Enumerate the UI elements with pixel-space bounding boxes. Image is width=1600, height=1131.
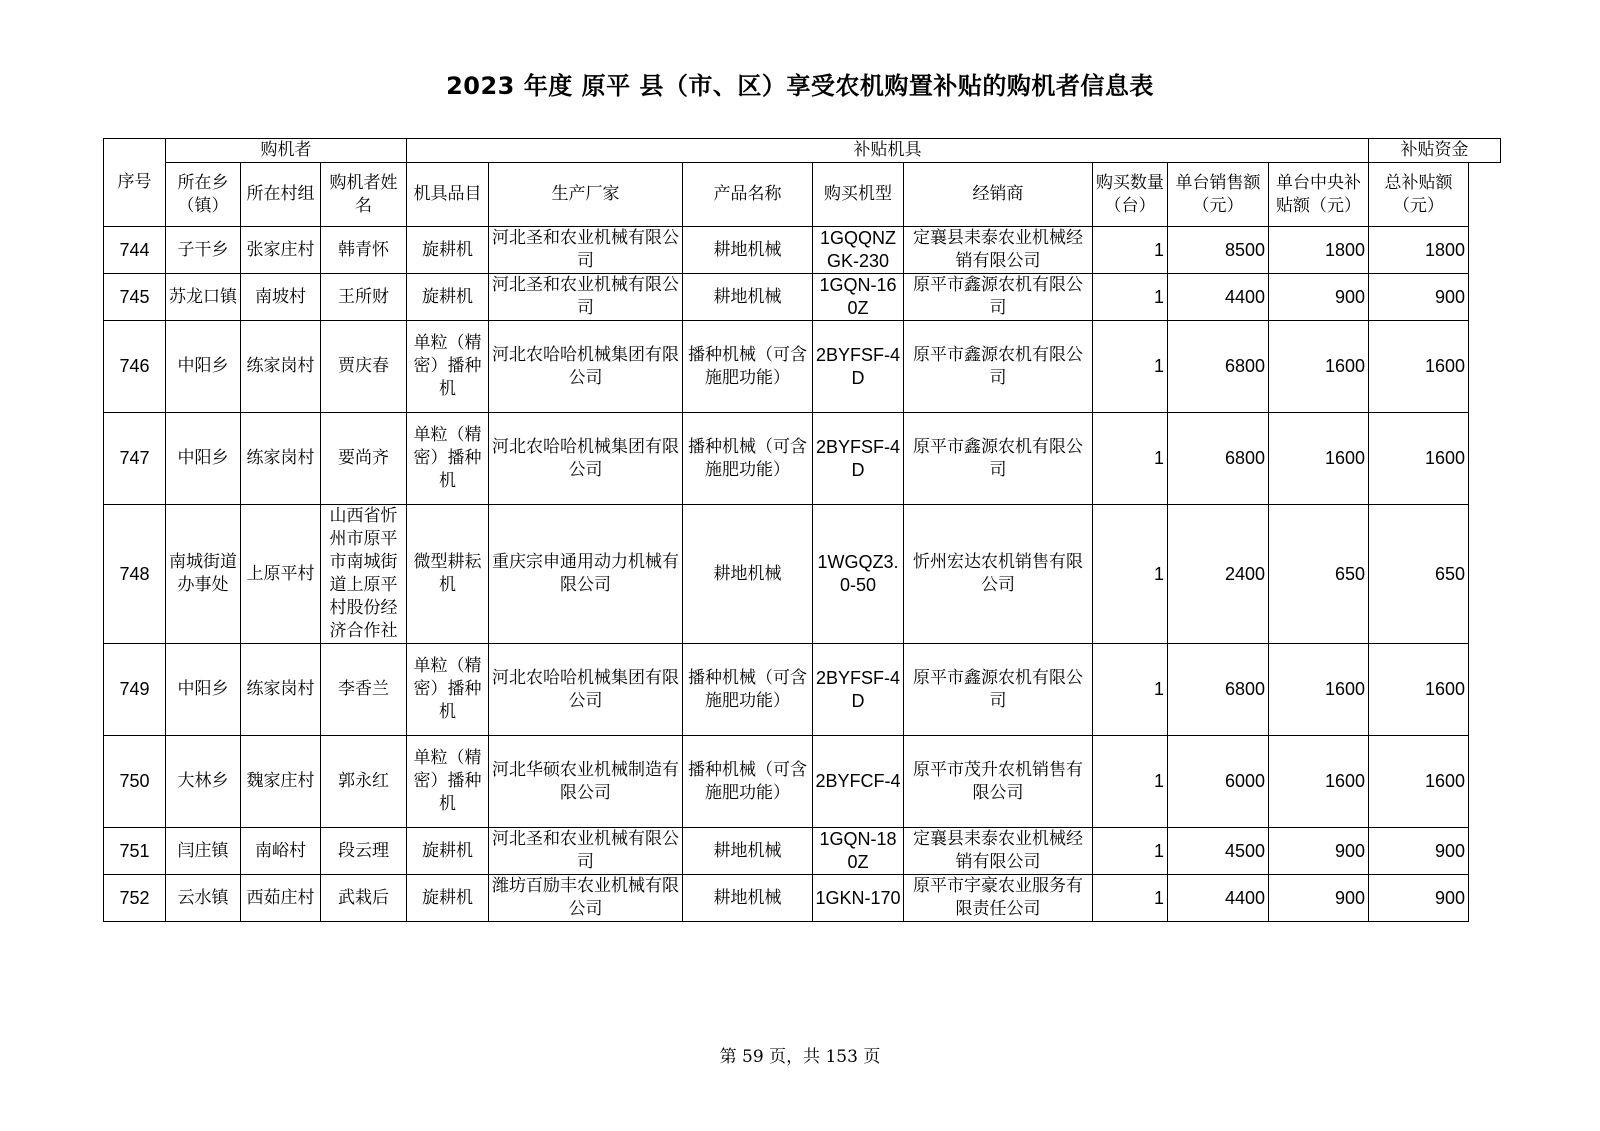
cell-product: 播种机械（可含施肥功能） [683, 321, 813, 413]
cell-price: 8500 [1168, 227, 1269, 274]
header-town: 所在乡（镇） [166, 163, 241, 227]
cell-village: 南坡村 [241, 274, 321, 321]
cell-dealer: 原平市鑫源农机有限公司 [904, 644, 1093, 736]
cell-central-subsidy: 650 [1269, 505, 1369, 644]
cell-total-subsidy: 1600 [1369, 413, 1469, 505]
cell-product: 耕地机械 [683, 828, 813, 875]
cell-seq: 749 [104, 644, 166, 736]
cell-name: 山西省忻州市原平市南城街道上原平村股份经济合作社 [321, 505, 407, 644]
header-category: 机具品目 [407, 163, 489, 227]
cell-qty: 1 [1093, 227, 1168, 274]
cell-total-subsidy: 900 [1369, 828, 1469, 875]
cell-central-subsidy: 1600 [1269, 644, 1369, 736]
cell-total-subsidy: 1600 [1369, 736, 1469, 828]
cell-qty: 1 [1093, 413, 1168, 505]
cell-qty: 1 [1093, 505, 1168, 644]
cell-model: 2BYFSF-4D [813, 644, 904, 736]
cell-category: 单粒（精密）播种机 [407, 736, 489, 828]
cell-product: 耕地机械 [683, 505, 813, 644]
table-row [104, 274, 1501, 321]
cell-category: 单粒（精密）播种机 [407, 321, 489, 413]
cell-price: 6000 [1168, 736, 1269, 828]
cell-category: 单粒（精密）播种机 [407, 644, 489, 736]
cell-town: 云水镇 [166, 875, 241, 922]
cell-qty: 1 [1093, 875, 1168, 922]
cell-name: 李香兰 [321, 644, 407, 736]
cell-category: 旋耕机 [407, 274, 489, 321]
cell-dealer: 原平市宇豪农业服务有限责任公司 [904, 875, 1093, 922]
table-row [104, 413, 1501, 505]
cell-category: 微型耕耘机 [407, 505, 489, 644]
table-row [104, 644, 1501, 736]
header-dealer: 经销商 [904, 163, 1093, 227]
header-seq: 序号 [104, 139, 166, 227]
cell-village: 西茹庄村 [241, 875, 321, 922]
cell-central-subsidy: 900 [1269, 828, 1369, 875]
cell-model: 1GQN-160Z [813, 274, 904, 321]
cell-village: 练家岗村 [241, 644, 321, 736]
table-row [104, 227, 1501, 274]
cell-dealer: 定襄县耒泰农业机械经销有限公司 [904, 227, 1093, 274]
cell-product: 耕地机械 [683, 227, 813, 274]
cell-manufacturer: 河北圣和农业机械有限公司 [489, 828, 683, 875]
cell-name: 韩青怀 [321, 227, 407, 274]
cell-central-subsidy: 1800 [1269, 227, 1369, 274]
cell-village: 上原平村 [241, 505, 321, 644]
cell-model: 1GKN-170 [813, 875, 904, 922]
cell-total-subsidy: 900 [1369, 274, 1469, 321]
cell-central-subsidy: 900 [1269, 274, 1369, 321]
cell-manufacturer: 潍坊百励丰农业机械有限公司 [489, 875, 683, 922]
cell-dealer: 原平市鑫源农机有限公司 [904, 321, 1093, 413]
cell-product: 播种机械（可含施肥功能） [683, 644, 813, 736]
cell-village: 南峪村 [241, 828, 321, 875]
cell-town: 中阳乡 [166, 321, 241, 413]
cell-total-subsidy: 650 [1369, 505, 1469, 644]
cell-name: 要尚齐 [321, 413, 407, 505]
cell-seq: 752 [104, 875, 166, 922]
cell-qty: 1 [1093, 274, 1168, 321]
cell-name: 段云理 [321, 828, 407, 875]
cell-product: 耕地机械 [683, 875, 813, 922]
cell-product: 播种机械（可含施肥功能） [683, 413, 813, 505]
cell-model: 2BYFSF-4D [813, 413, 904, 505]
header-price: 单台销售额（元） [1168, 163, 1269, 227]
cell-village: 练家岗村 [241, 321, 321, 413]
cell-manufacturer: 河北华硕农业机械制造有限公司 [489, 736, 683, 828]
cell-qty: 1 [1093, 828, 1168, 875]
cell-dealer: 忻州宏达农机销售有限公司 [904, 505, 1093, 644]
cell-town: 中阳乡 [166, 413, 241, 505]
header-village: 所在村组 [241, 163, 321, 227]
cell-seq: 750 [104, 736, 166, 828]
cell-model: 1WGQZ3.0-50 [813, 505, 904, 644]
cell-town: 子干乡 [166, 227, 241, 274]
cell-manufacturer: 河北圣和农业机械有限公司 [489, 274, 683, 321]
cell-manufacturer: 河北农哈哈机械集团有限公司 [489, 321, 683, 413]
page-title: 2023 年度 原平 县（市、区）享受农机购置补贴的购机者信息表 [446, 72, 1154, 100]
cell-total-subsidy: 1600 [1369, 321, 1469, 413]
cell-name: 贾庆春 [321, 321, 407, 413]
cell-central-subsidy: 1600 [1269, 413, 1369, 505]
subsidy-info-table [103, 138, 1501, 922]
cell-total-subsidy: 1600 [1369, 644, 1469, 736]
table-header [104, 139, 1501, 227]
header-qty: 购买数量（台） [1093, 163, 1168, 227]
table-row [104, 505, 1501, 644]
cell-central-subsidy: 900 [1269, 875, 1369, 922]
cell-model: 1GQN-180Z [813, 828, 904, 875]
cell-model: 2BYFSF-4D [813, 321, 904, 413]
cell-dealer: 原平市鑫源农机有限公司 [904, 413, 1093, 505]
cell-manufacturer: 河北农哈哈机械集团有限公司 [489, 413, 683, 505]
cell-qty: 1 [1093, 644, 1168, 736]
cell-category: 单粒（精密）播种机 [407, 413, 489, 505]
header-equipment-group: 补贴机具 [407, 139, 1369, 163]
header-name: 购机者姓名 [321, 163, 407, 227]
cell-central-subsidy: 1600 [1269, 321, 1369, 413]
cell-name: 王所财 [321, 274, 407, 321]
cell-qty: 1 [1093, 321, 1168, 413]
header-total-subsidy: 总补贴额（元） [1369, 163, 1469, 227]
cell-village: 魏家庄村 [241, 736, 321, 828]
cell-seq: 745 [104, 274, 166, 321]
cell-manufacturer: 重庆宗申通用动力机械有限公司 [489, 505, 683, 644]
header-manufacturer: 生产厂家 [489, 163, 683, 227]
table-row [104, 875, 1501, 922]
header-buyer-group: 购机者 [166, 139, 407, 163]
cell-price: 6800 [1168, 321, 1269, 413]
table-row [104, 736, 1501, 828]
cell-category: 旋耕机 [407, 227, 489, 274]
cell-dealer: 原平市茂升农机销售有限公司 [904, 736, 1093, 828]
cell-price: 6800 [1168, 644, 1269, 736]
cell-name: 武栽后 [321, 875, 407, 922]
table-body [104, 227, 1501, 922]
header-central-subsidy: 单台中央补贴额（元） [1269, 163, 1369, 227]
cell-manufacturer: 河北圣和农业机械有限公司 [489, 227, 683, 274]
cell-category: 旋耕机 [407, 875, 489, 922]
cell-village: 练家岗村 [241, 413, 321, 505]
cell-town: 闫庄镇 [166, 828, 241, 875]
cell-model: 1GQQNZGK-230 [813, 227, 904, 274]
header-model: 购买机型 [813, 163, 904, 227]
cell-product: 耕地机械 [683, 274, 813, 321]
header-funds-group: 补贴资金 [1369, 139, 1501, 163]
cell-price: 4500 [1168, 828, 1269, 875]
cell-model: 2BYFCF-4 [813, 736, 904, 828]
page-footer: 第 59 页，共 153 页 [719, 1047, 881, 1067]
cell-seq: 751 [104, 828, 166, 875]
cell-town: 南城街道办事处 [166, 505, 241, 644]
header-product: 产品名称 [683, 163, 813, 227]
table-row [104, 321, 1501, 413]
cell-dealer: 原平市鑫源农机有限公司 [904, 274, 1093, 321]
cell-dealer: 定襄县耒泰农业机械经销有限公司 [904, 828, 1093, 875]
cell-price: 4400 [1168, 274, 1269, 321]
cell-total-subsidy: 1800 [1369, 227, 1469, 274]
cell-seq: 748 [104, 505, 166, 644]
cell-price: 6800 [1168, 413, 1269, 505]
cell-town: 大林乡 [166, 736, 241, 828]
cell-name: 郭永红 [321, 736, 407, 828]
cell-price: 4400 [1168, 875, 1269, 922]
cell-central-subsidy: 1600 [1269, 736, 1369, 828]
cell-price: 2400 [1168, 505, 1269, 644]
cell-seq: 747 [104, 413, 166, 505]
cell-product: 播种机械（可含施肥功能） [683, 736, 813, 828]
cell-seq: 746 [104, 321, 166, 413]
cell-qty: 1 [1093, 736, 1168, 828]
cell-town: 中阳乡 [166, 644, 241, 736]
cell-category: 旋耕机 [407, 828, 489, 875]
cell-manufacturer: 河北农哈哈机械集团有限公司 [489, 644, 683, 736]
cell-seq: 744 [104, 227, 166, 274]
cell-total-subsidy: 900 [1369, 875, 1469, 922]
cell-town: 苏龙口镇 [166, 274, 241, 321]
table-row [104, 828, 1501, 875]
cell-village: 张家庄村 [241, 227, 321, 274]
